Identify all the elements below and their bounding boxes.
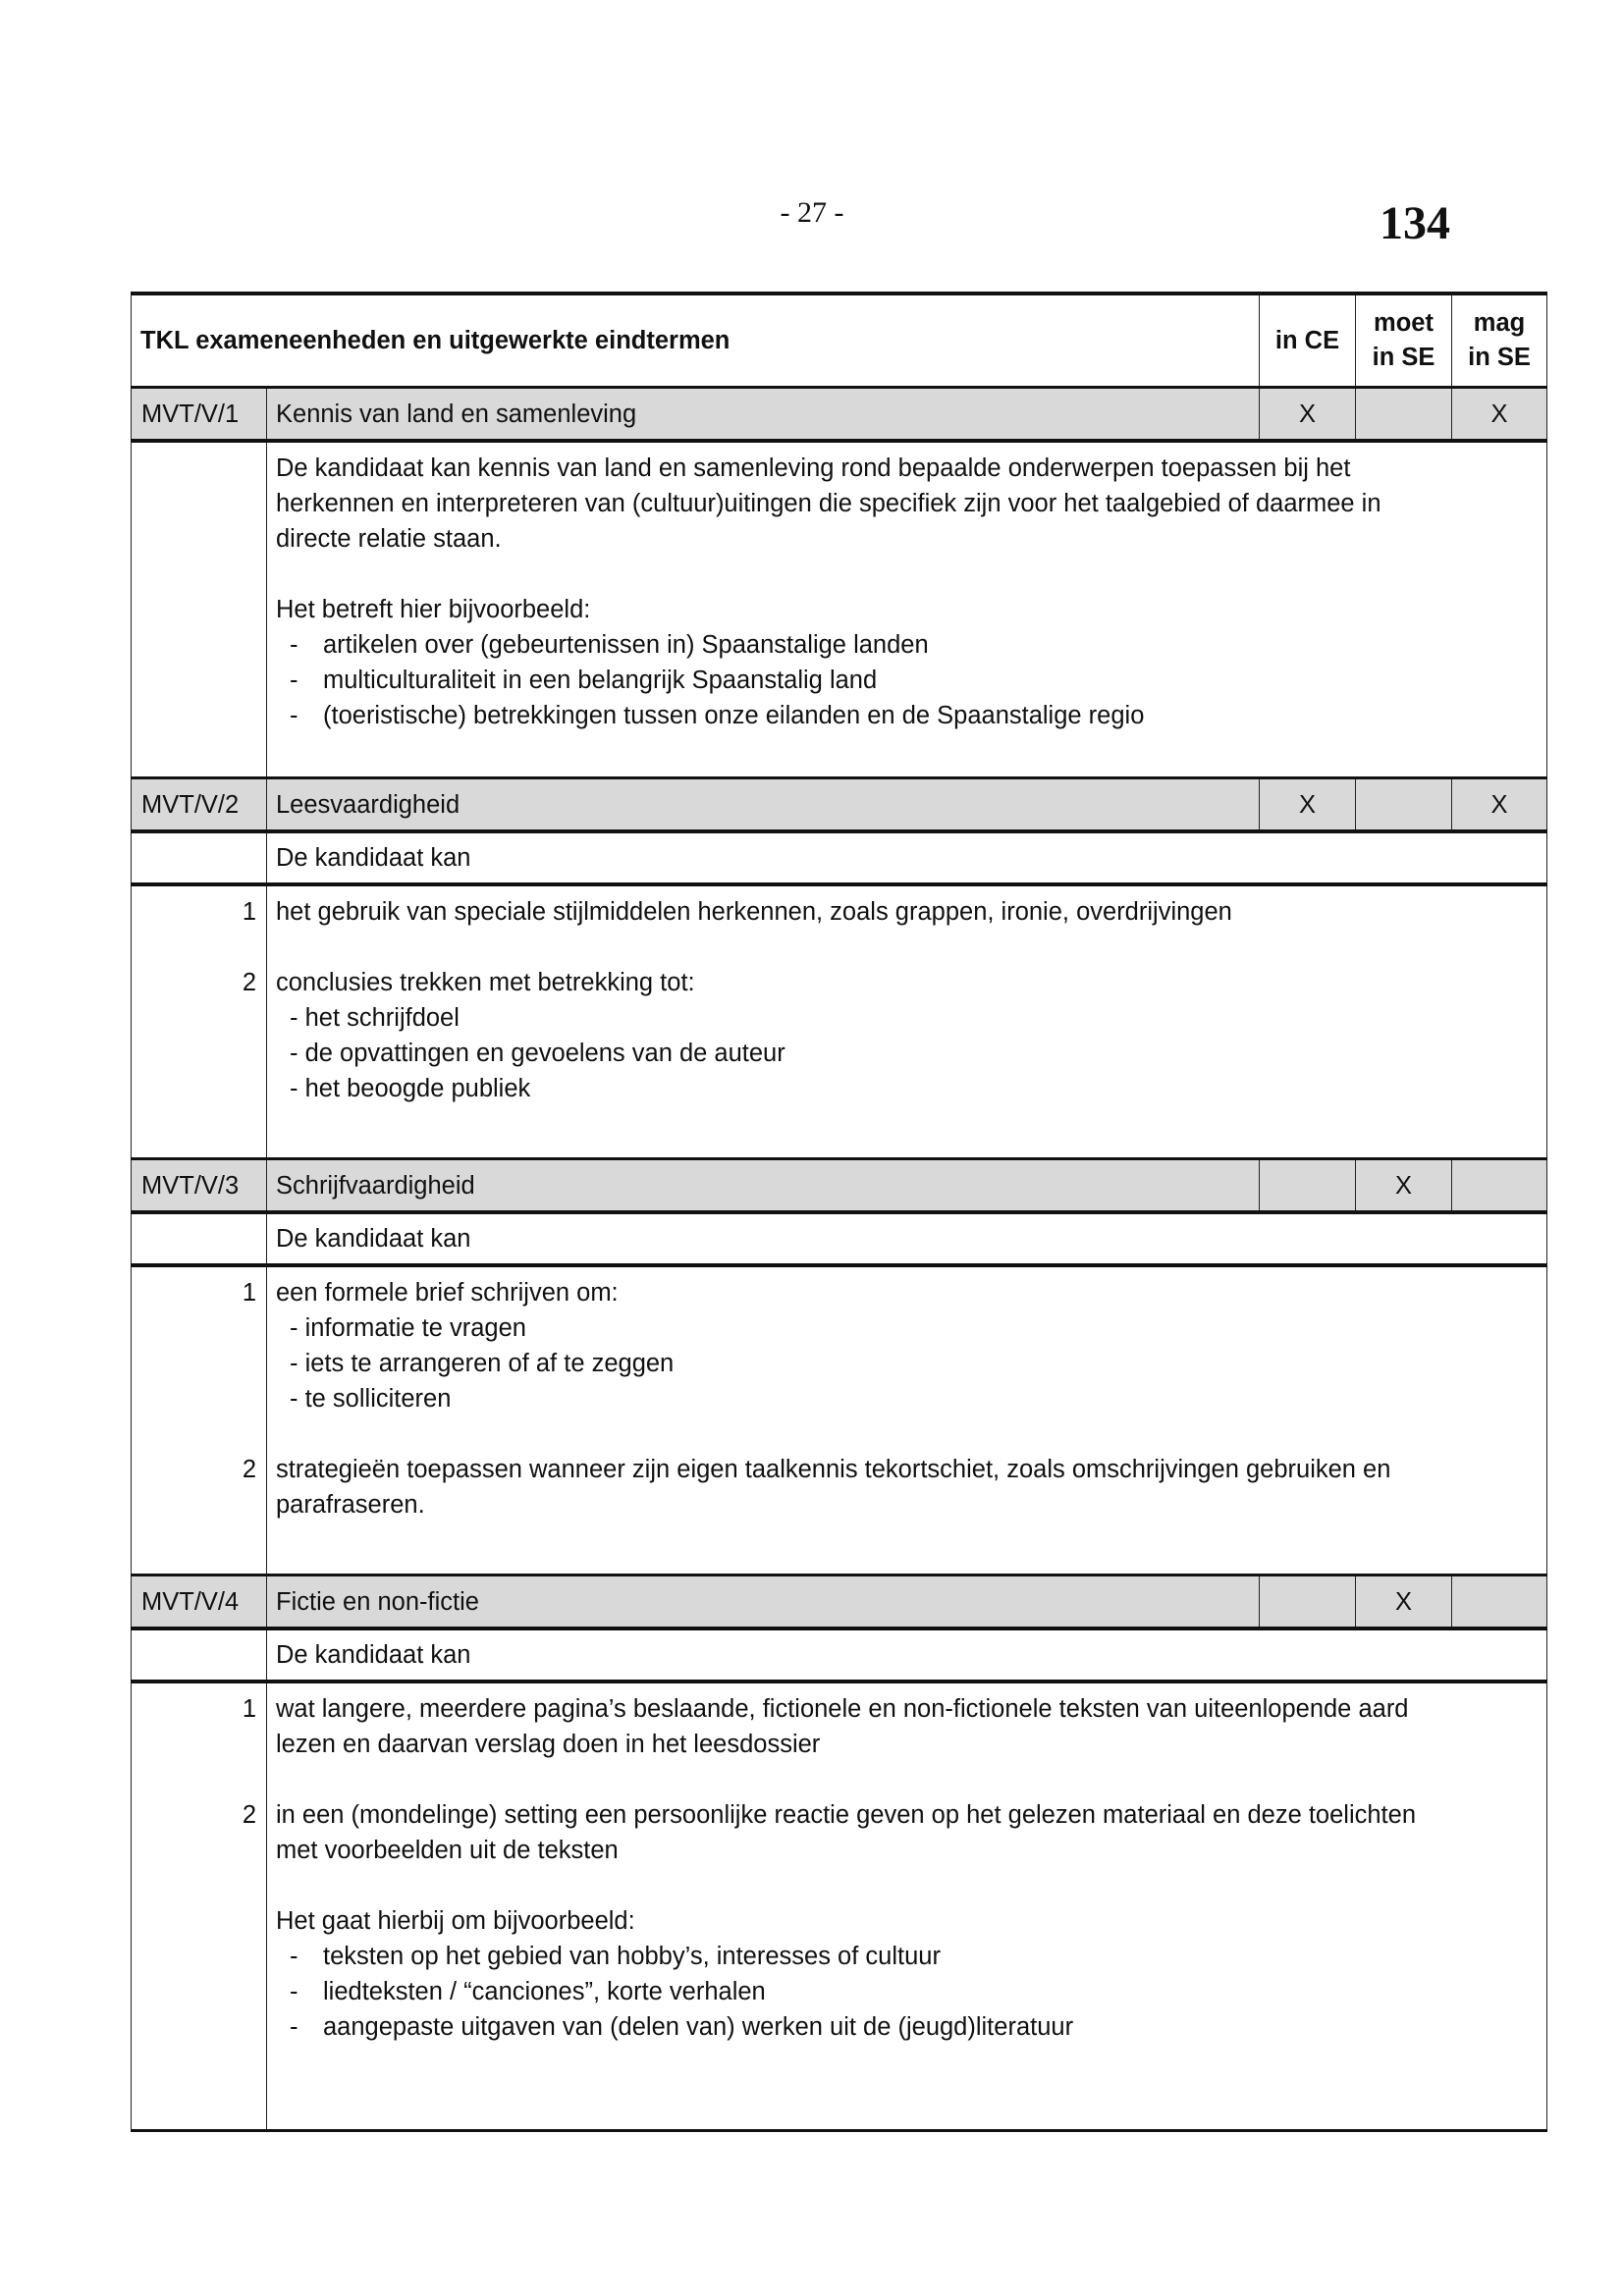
item-number: 1 [242, 1279, 256, 1307]
header-moet-line2: in SE [1372, 344, 1435, 371]
item-texts [267, 1682, 1547, 2131]
item-number: 2 [242, 1801, 256, 1829]
item-text: lezen en daarvan verslag doen in het leesdossier [276, 1731, 821, 1758]
document-number: 134 [1380, 197, 1450, 249]
mark-moet-in-se [1356, 778, 1452, 832]
sub-item: - iets te arrangeren of af te zeggen [290, 1350, 675, 1377]
item-text: met voorbeelden uit de teksten [276, 1837, 619, 1864]
item-texts [267, 884, 1547, 1159]
header-mag-line1: mag [1473, 309, 1526, 337]
header-title: TKL exameneenheden en uitgewerkte eindtermen [132, 294, 1260, 388]
table-header-row [132, 294, 1547, 388]
intro-row [132, 831, 1547, 884]
item-texts [267, 1265, 1547, 1575]
section-row [132, 1575, 1547, 1629]
sub-item: - informatie te vragen [290, 1314, 526, 1342]
example-item: - (toeristische) betrekkingen tussen onze eilanden en de Spaanstalige regio [290, 702, 1145, 729]
mark-in-ce [1260, 1575, 1356, 1629]
example-item: - multiculturaliteit in een belangrijk Spaanstalig land [290, 667, 878, 694]
examples-intro: Het gaat hierbij om bijvoorbeeld: [276, 1907, 635, 1935]
item-numbers [132, 884, 267, 1159]
item-text: wat langere, meerdere pagina’s beslaande, fictionele en non-fictionele teksten van uiteenlopende aard [276, 1695, 1409, 1723]
paragraph-line: De kandidaat kan kennis van land en samenleving rond bepaalde onderwerpen toepassen bij het [276, 454, 1351, 482]
example-item: - aangepaste uitgaven van (delen van) werken uit de (jeugd)literatuur [290, 2013, 1074, 2041]
item-text: parafraseren. [276, 1491, 425, 1519]
mark-mag-in-se: X [1452, 778, 1547, 832]
item-number: 2 [242, 969, 256, 996]
section-code: MVT/V/4 [132, 1575, 267, 1629]
sub-item: - het beoogde publiek [290, 1075, 531, 1102]
example-item: - teksten op het gebied van hobby’s, interesses of cultuur [290, 1943, 941, 1970]
sub-item: - de opvattingen en gevoelens van de auteur [290, 1040, 785, 1067]
mark-mag-in-se [1452, 1159, 1547, 1213]
section-title: Schrijfvaardigheid [267, 1159, 1260, 1213]
intro-row [132, 1212, 1547, 1265]
mark-moet-in-se [1356, 388, 1452, 442]
item-number: 1 [242, 898, 256, 926]
intro-text: De kandidaat kan [267, 831, 1547, 884]
header-moet-in-se [1356, 294, 1452, 388]
sub-item: - het schrijfdoel [290, 1004, 460, 1032]
examples-intro: Het betreft hier bijvoorbeeld: [276, 596, 591, 623]
header-mag-in-se [1452, 294, 1547, 388]
item-text: strategieën toepassen wanneer zijn eigen taalkennis tekortschiet, zoals omschrijvingen gebruiken en [276, 1456, 1391, 1483]
mark-in-ce: X [1260, 778, 1356, 832]
section-row [132, 388, 1547, 442]
item-number: 2 [242, 1456, 256, 1483]
item-text: conclusies trekken met betrekking tot: [276, 969, 695, 996]
mark-mag-in-se: X [1452, 388, 1547, 442]
section-title: Fictie en non-fictie [267, 1575, 1260, 1629]
empty-cell [132, 831, 267, 884]
mark-mag-in-se [1452, 1575, 1547, 1629]
item-text: een formele brief schrijven om: [276, 1279, 619, 1307]
section-row [132, 778, 1547, 832]
item-numbers [132, 1682, 267, 2131]
item-number: 1 [242, 1695, 256, 1723]
header-moet-line1: moet [1374, 309, 1434, 337]
section-code: MVT/V/3 [132, 1159, 267, 1213]
exam-units-table [131, 292, 1547, 2132]
mark-in-ce: X [1260, 388, 1356, 442]
section-code: MVT/V/2 [132, 778, 267, 832]
intro-text: De kandidaat kan [267, 1629, 1547, 1682]
section-title: Kennis van land en samenleving [267, 388, 1260, 442]
page-number: - 27 - [780, 196, 844, 229]
mark-moet-in-se: X [1356, 1159, 1452, 1213]
mark-in-ce [1260, 1159, 1356, 1213]
section-body-row [132, 884, 1547, 1159]
intro-text: De kandidaat kan [267, 1212, 1547, 1265]
section-code: MVT/V/1 [132, 388, 267, 442]
empty-cell [132, 441, 267, 778]
item-numbers [132, 1265, 267, 1575]
section-body-row [132, 1682, 1547, 2131]
intro-row [132, 1629, 1547, 1682]
sub-item: - te solliciteren [290, 1385, 452, 1413]
example-item: - artikelen over (gebeurtenissen in) Spaanstalige landen [290, 631, 929, 659]
section-description [267, 441, 1547, 778]
empty-cell [132, 1629, 267, 1682]
section-body-row [132, 441, 1547, 778]
item-text: in een (mondelinge) setting een persoonlijke reactie geven op het gelezen materiaal en deze toelichten [276, 1801, 1417, 1829]
section-title: Leesvaardigheid [267, 778, 1260, 832]
section-body-row [132, 1265, 1547, 1575]
empty-cell [132, 1212, 267, 1265]
header-in-ce: in CE [1260, 294, 1356, 388]
mark-moet-in-se: X [1356, 1575, 1452, 1629]
example-item: - liedteksten / “canciones”, korte verhalen [290, 1978, 766, 2005]
paragraph-line: herkennen en interpreteren van (cultuur)uitingen die specifiek zijn voor het taalgebied of daarmee in [276, 490, 1381, 517]
section-row [132, 1159, 1547, 1213]
paragraph-line: directe relatie staan. [276, 525, 502, 553]
header-mag-line2: in SE [1468, 344, 1531, 371]
item-text: het gebruik van speciale stijlmiddelen herkennen, zoals grappen, ironie, overdrijvingen [276, 898, 1232, 926]
